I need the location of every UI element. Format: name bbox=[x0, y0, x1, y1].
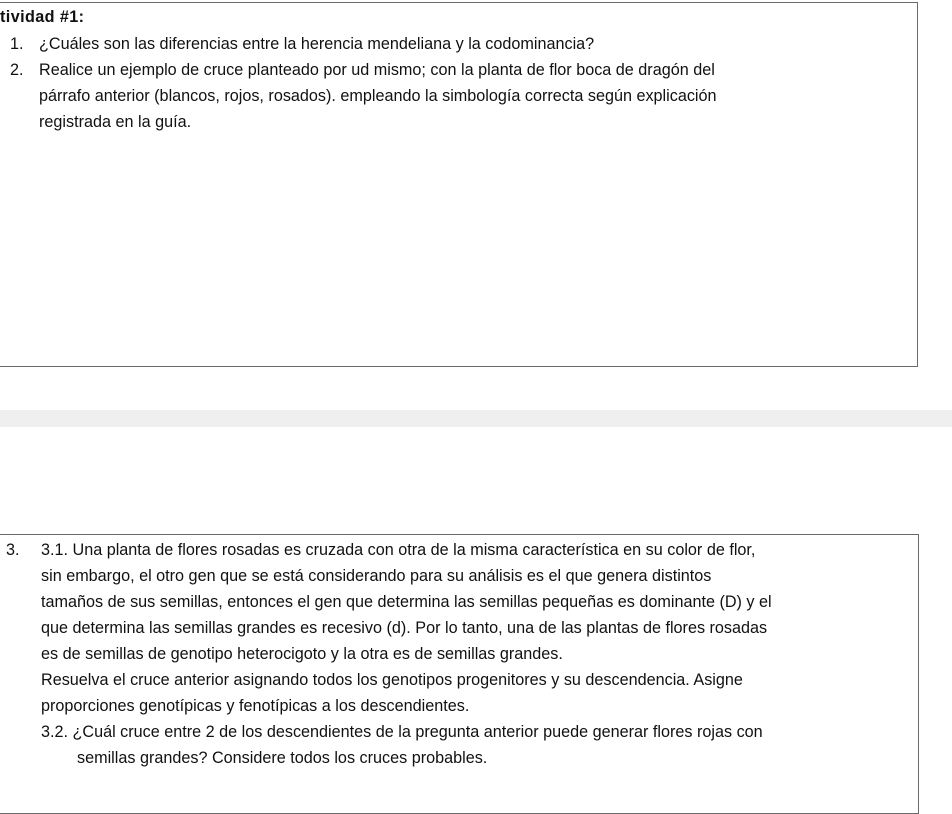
question-1-text: ¿Cuáles son las diferencias entre la herencia mendeliana y la codominancia? bbox=[39, 35, 595, 53]
question-2-line: registrada en la guía. bbox=[39, 113, 192, 131]
question-3-line: es de semillas de genotipo heterocigoto y la otra es de semillas grandes. bbox=[41, 645, 563, 663]
question-3-line: proporciones genotípicas y fenotípicas a los descendientes. bbox=[41, 697, 470, 715]
question-1-number: 1. bbox=[10, 35, 24, 53]
question-3-line: semillas grandes? Considere todos los cruces probables. bbox=[77, 749, 488, 767]
question-3-line: 3.1. Una planta de flores rosadas es cruzada con otra de la misma característica en su color de flor, bbox=[41, 541, 756, 559]
page-separator bbox=[0, 410, 952, 427]
question-2-number: 2. bbox=[10, 61, 24, 79]
question-3-line: sin embargo, el otro gen que se está considerando para su análisis es el que genera distintos bbox=[41, 567, 712, 585]
question-3-line: tamaños de sus semillas, entonces el gen que determina las semillas pequeñas es dominante (D) y el bbox=[41, 593, 772, 611]
question-3-line: que determina las semillas grandes es recesivo (d). Por lo tanto, una de las plantas de flores rosadas bbox=[41, 619, 768, 637]
question-2-line: párrafo anterior (blancos, rojos, rosados). empleando la simbología correcta según explicación bbox=[39, 87, 717, 105]
question-2-line: Realice un ejemplo de cruce planteado por ud mismo; con la planta de flor boca de dragón del bbox=[39, 61, 715, 79]
question-3-number: 3. bbox=[6, 541, 20, 559]
activity-title: tividad #1: bbox=[0, 8, 85, 26]
question-3-line: Resuelva el cruce anterior asignando todos los genotipos progenitores y su descendencia. Asigne bbox=[41, 671, 743, 689]
question-3-line: 3.2. ¿Cuál cruce entre 2 de los descendientes de la pregunta anterior puede generar flores rojas con bbox=[41, 723, 763, 741]
activity-box bbox=[0, 2, 918, 367]
